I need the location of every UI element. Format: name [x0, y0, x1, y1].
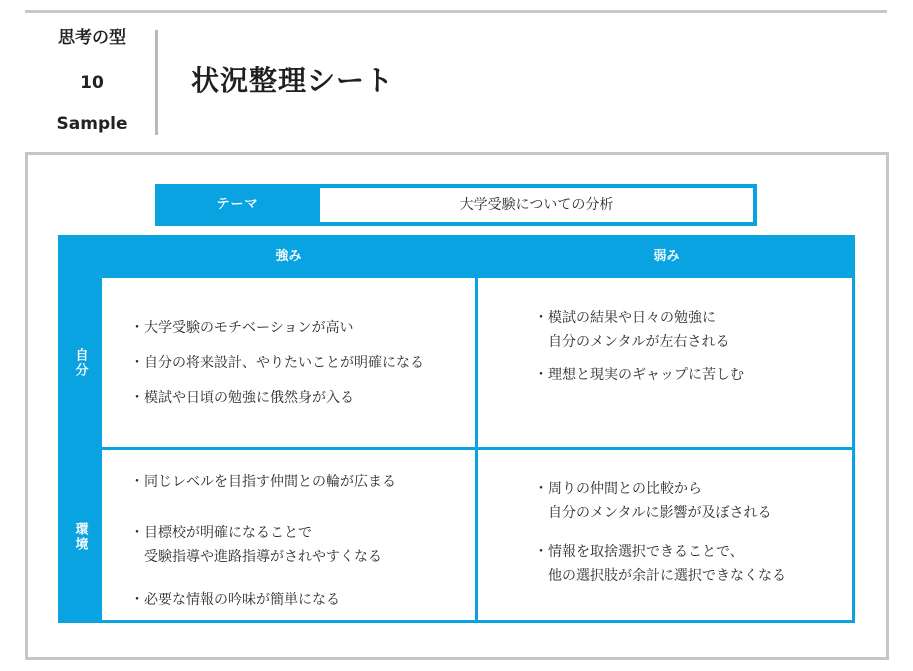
row-header-self-label: 自分 [72, 347, 88, 378]
bullet-mark: ・ [130, 390, 144, 406]
bullet-mark: ・ [130, 320, 144, 336]
list-item-line [534, 477, 771, 501]
row-header-self [58, 278, 102, 447]
category-number: 10 [80, 73, 104, 93]
list-item-line [534, 363, 744, 387]
list-item-text: 情報を取捨選択できることで、 [548, 544, 744, 560]
theme-bar [155, 184, 757, 226]
top-divider [25, 10, 887, 13]
list-item-text: 周りの仲間との比較から [548, 481, 702, 497]
bullet-mark: ・ [130, 592, 144, 608]
list-item [130, 521, 382, 569]
row-header-environment [58, 450, 102, 623]
list-item-line [534, 540, 786, 564]
list-item-line [534, 306, 729, 330]
bullet-mark: ・ [534, 544, 548, 560]
list-item-text: 模試や日頃の勉強に俄然身が入る [144, 390, 354, 406]
list-item-line [130, 521, 382, 545]
list-item-text: 目標校が明確になることで [144, 525, 312, 541]
bullet-mark: ・ [130, 525, 144, 541]
column-header-weaknesses: 弱み [653, 249, 680, 264]
row-header-environment-label: 環境 [72, 521, 88, 552]
list-item [130, 386, 354, 410]
list-item [130, 316, 353, 340]
list-item [534, 306, 729, 354]
list-item [130, 588, 340, 612]
category-label: 思考の型 [58, 28, 126, 48]
bullet-mark: ・ [534, 481, 548, 497]
bullet-mark: ・ [130, 355, 144, 371]
list-item [534, 477, 771, 525]
sample-label: Sample [56, 114, 128, 134]
list-item-line [130, 351, 424, 375]
list-item [534, 540, 786, 588]
cell-environment-weaknesses [478, 450, 852, 620]
cell-self-strengths [102, 278, 475, 447]
list-item-line [130, 386, 354, 410]
cell-self-weaknesses [478, 278, 852, 447]
cell-environment-strengths [102, 450, 475, 620]
list-item-text: 同じレベルを目指す仲間との輪が広まる [144, 474, 396, 490]
page-title: 状況整理シート [191, 64, 395, 97]
list-item-text: 自分の将来設計、やりたいことが明確になる [144, 355, 424, 371]
list-item-text: 模試の結果や日々の勉強に [548, 310, 716, 326]
list-item [130, 470, 396, 494]
bullet-mark: ・ [534, 310, 548, 326]
analysis-grid [58, 235, 855, 623]
column-header-strengths: 強み [275, 249, 302, 264]
list-item-line [130, 470, 396, 494]
list-item-line [130, 316, 353, 340]
bullet-mark: ・ [534, 367, 548, 383]
list-item-continuation: 自分のメンタルに影響が及ぼされる [548, 505, 772, 521]
list-item-continuation: 他の選択肢が余計に選択できなくなる [548, 568, 786, 584]
list-item-continuation: 受験指導や進路指導がされやすくなる [144, 549, 382, 565]
theme-label: テーマ [216, 197, 259, 212]
list-item-line [130, 588, 340, 612]
header-vertical-divider [155, 30, 158, 135]
bullet-mark: ・ [130, 474, 144, 490]
list-item-text: 理想と現実のギャップに苦しむ [548, 367, 744, 383]
theme-value: 大学受験についての分析 [320, 188, 753, 222]
list-item-text: 必要な情報の吟味が簡単になる [144, 592, 340, 608]
list-item [130, 351, 424, 375]
list-item-continuation: 自分のメンタルが左右される [548, 334, 730, 350]
list-item-text: 大学受験のモチベーションが高い [144, 320, 354, 336]
list-item [534, 363, 744, 387]
